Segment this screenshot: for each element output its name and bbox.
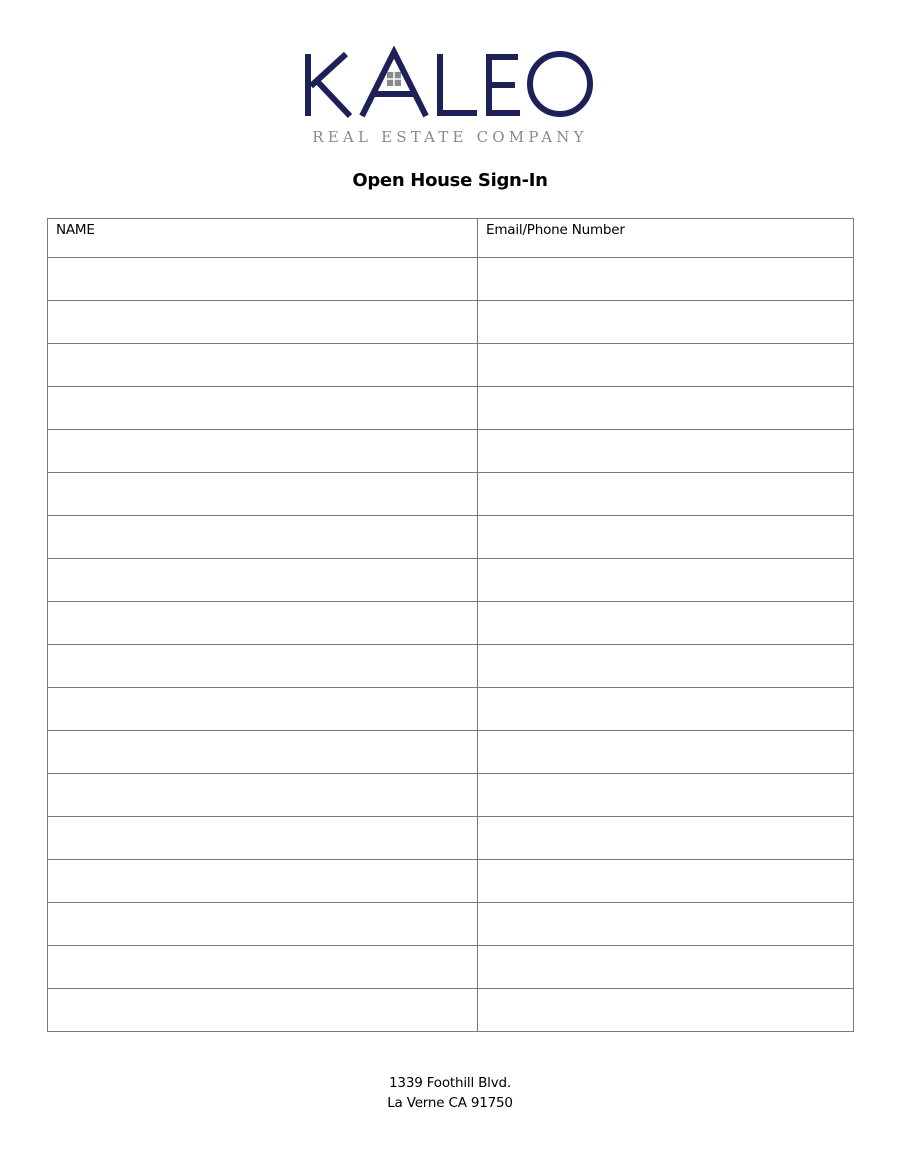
table-row <box>48 817 854 860</box>
name-cell[interactable] <box>48 301 478 344</box>
name-cell[interactable] <box>48 645 478 688</box>
contact-cell[interactable] <box>478 258 854 301</box>
contact-cell[interactable] <box>478 430 854 473</box>
contact-cell[interactable] <box>478 473 854 516</box>
table-row <box>48 688 854 731</box>
table-row <box>48 602 854 645</box>
contact-cell[interactable] <box>478 688 854 731</box>
contact-cell[interactable] <box>478 387 854 430</box>
contact-cell[interactable] <box>478 774 854 817</box>
column-header-name: NAME <box>48 219 478 258</box>
name-cell[interactable] <box>48 516 478 559</box>
table-header-row <box>48 219 854 258</box>
name-cell[interactable] <box>48 430 478 473</box>
name-cell[interactable] <box>48 946 478 989</box>
table-row <box>48 860 854 903</box>
footer-address <box>0 1073 900 1113</box>
table-row <box>48 430 854 473</box>
table-row <box>48 645 854 688</box>
address-line-1: 1339 Foothill Blvd. <box>389 1075 511 1091</box>
contact-cell[interactable] <box>478 301 854 344</box>
table-row <box>48 989 854 1032</box>
name-cell[interactable] <box>48 602 478 645</box>
table-row <box>48 946 854 989</box>
contact-cell[interactable] <box>478 516 854 559</box>
logo-tagline: REAL ESTATE COMPANY <box>312 128 588 146</box>
contact-cell[interactable] <box>478 731 854 774</box>
kaleo-logo-mark <box>300 46 600 148</box>
name-cell[interactable] <box>48 258 478 301</box>
name-cell[interactable] <box>48 387 478 430</box>
signin-table <box>47 218 854 1032</box>
table-row <box>48 473 854 516</box>
company-logo <box>300 46 600 148</box>
contact-cell[interactable] <box>478 946 854 989</box>
name-cell[interactable] <box>48 473 478 516</box>
table-row <box>48 301 854 344</box>
name-cell[interactable] <box>48 774 478 817</box>
contact-cell[interactable] <box>478 602 854 645</box>
table-row <box>48 344 854 387</box>
name-cell[interactable] <box>48 817 478 860</box>
contact-cell[interactable] <box>478 989 854 1032</box>
table-row <box>48 258 854 301</box>
contact-cell[interactable] <box>478 817 854 860</box>
table-row <box>48 559 854 602</box>
contact-cell[interactable] <box>478 645 854 688</box>
name-cell[interactable] <box>48 903 478 946</box>
table-row <box>48 903 854 946</box>
column-header-contact: Email/Phone Number <box>478 219 854 258</box>
name-cell[interactable] <box>48 344 478 387</box>
name-cell[interactable] <box>48 989 478 1032</box>
name-cell[interactable] <box>48 860 478 903</box>
table-row <box>48 387 854 430</box>
address-line-2: La Verne CA 91750 <box>387 1095 513 1111</box>
table-row <box>48 516 854 559</box>
contact-cell[interactable] <box>478 903 854 946</box>
table-row <box>48 774 854 817</box>
page-title: Open House Sign-In <box>352 170 548 191</box>
name-cell[interactable] <box>48 731 478 774</box>
name-cell[interactable] <box>48 688 478 731</box>
name-cell[interactable] <box>48 559 478 602</box>
contact-cell[interactable] <box>478 344 854 387</box>
table-row <box>48 731 854 774</box>
contact-cell[interactable] <box>478 860 854 903</box>
contact-cell[interactable] <box>478 559 854 602</box>
table-body <box>48 258 854 1032</box>
